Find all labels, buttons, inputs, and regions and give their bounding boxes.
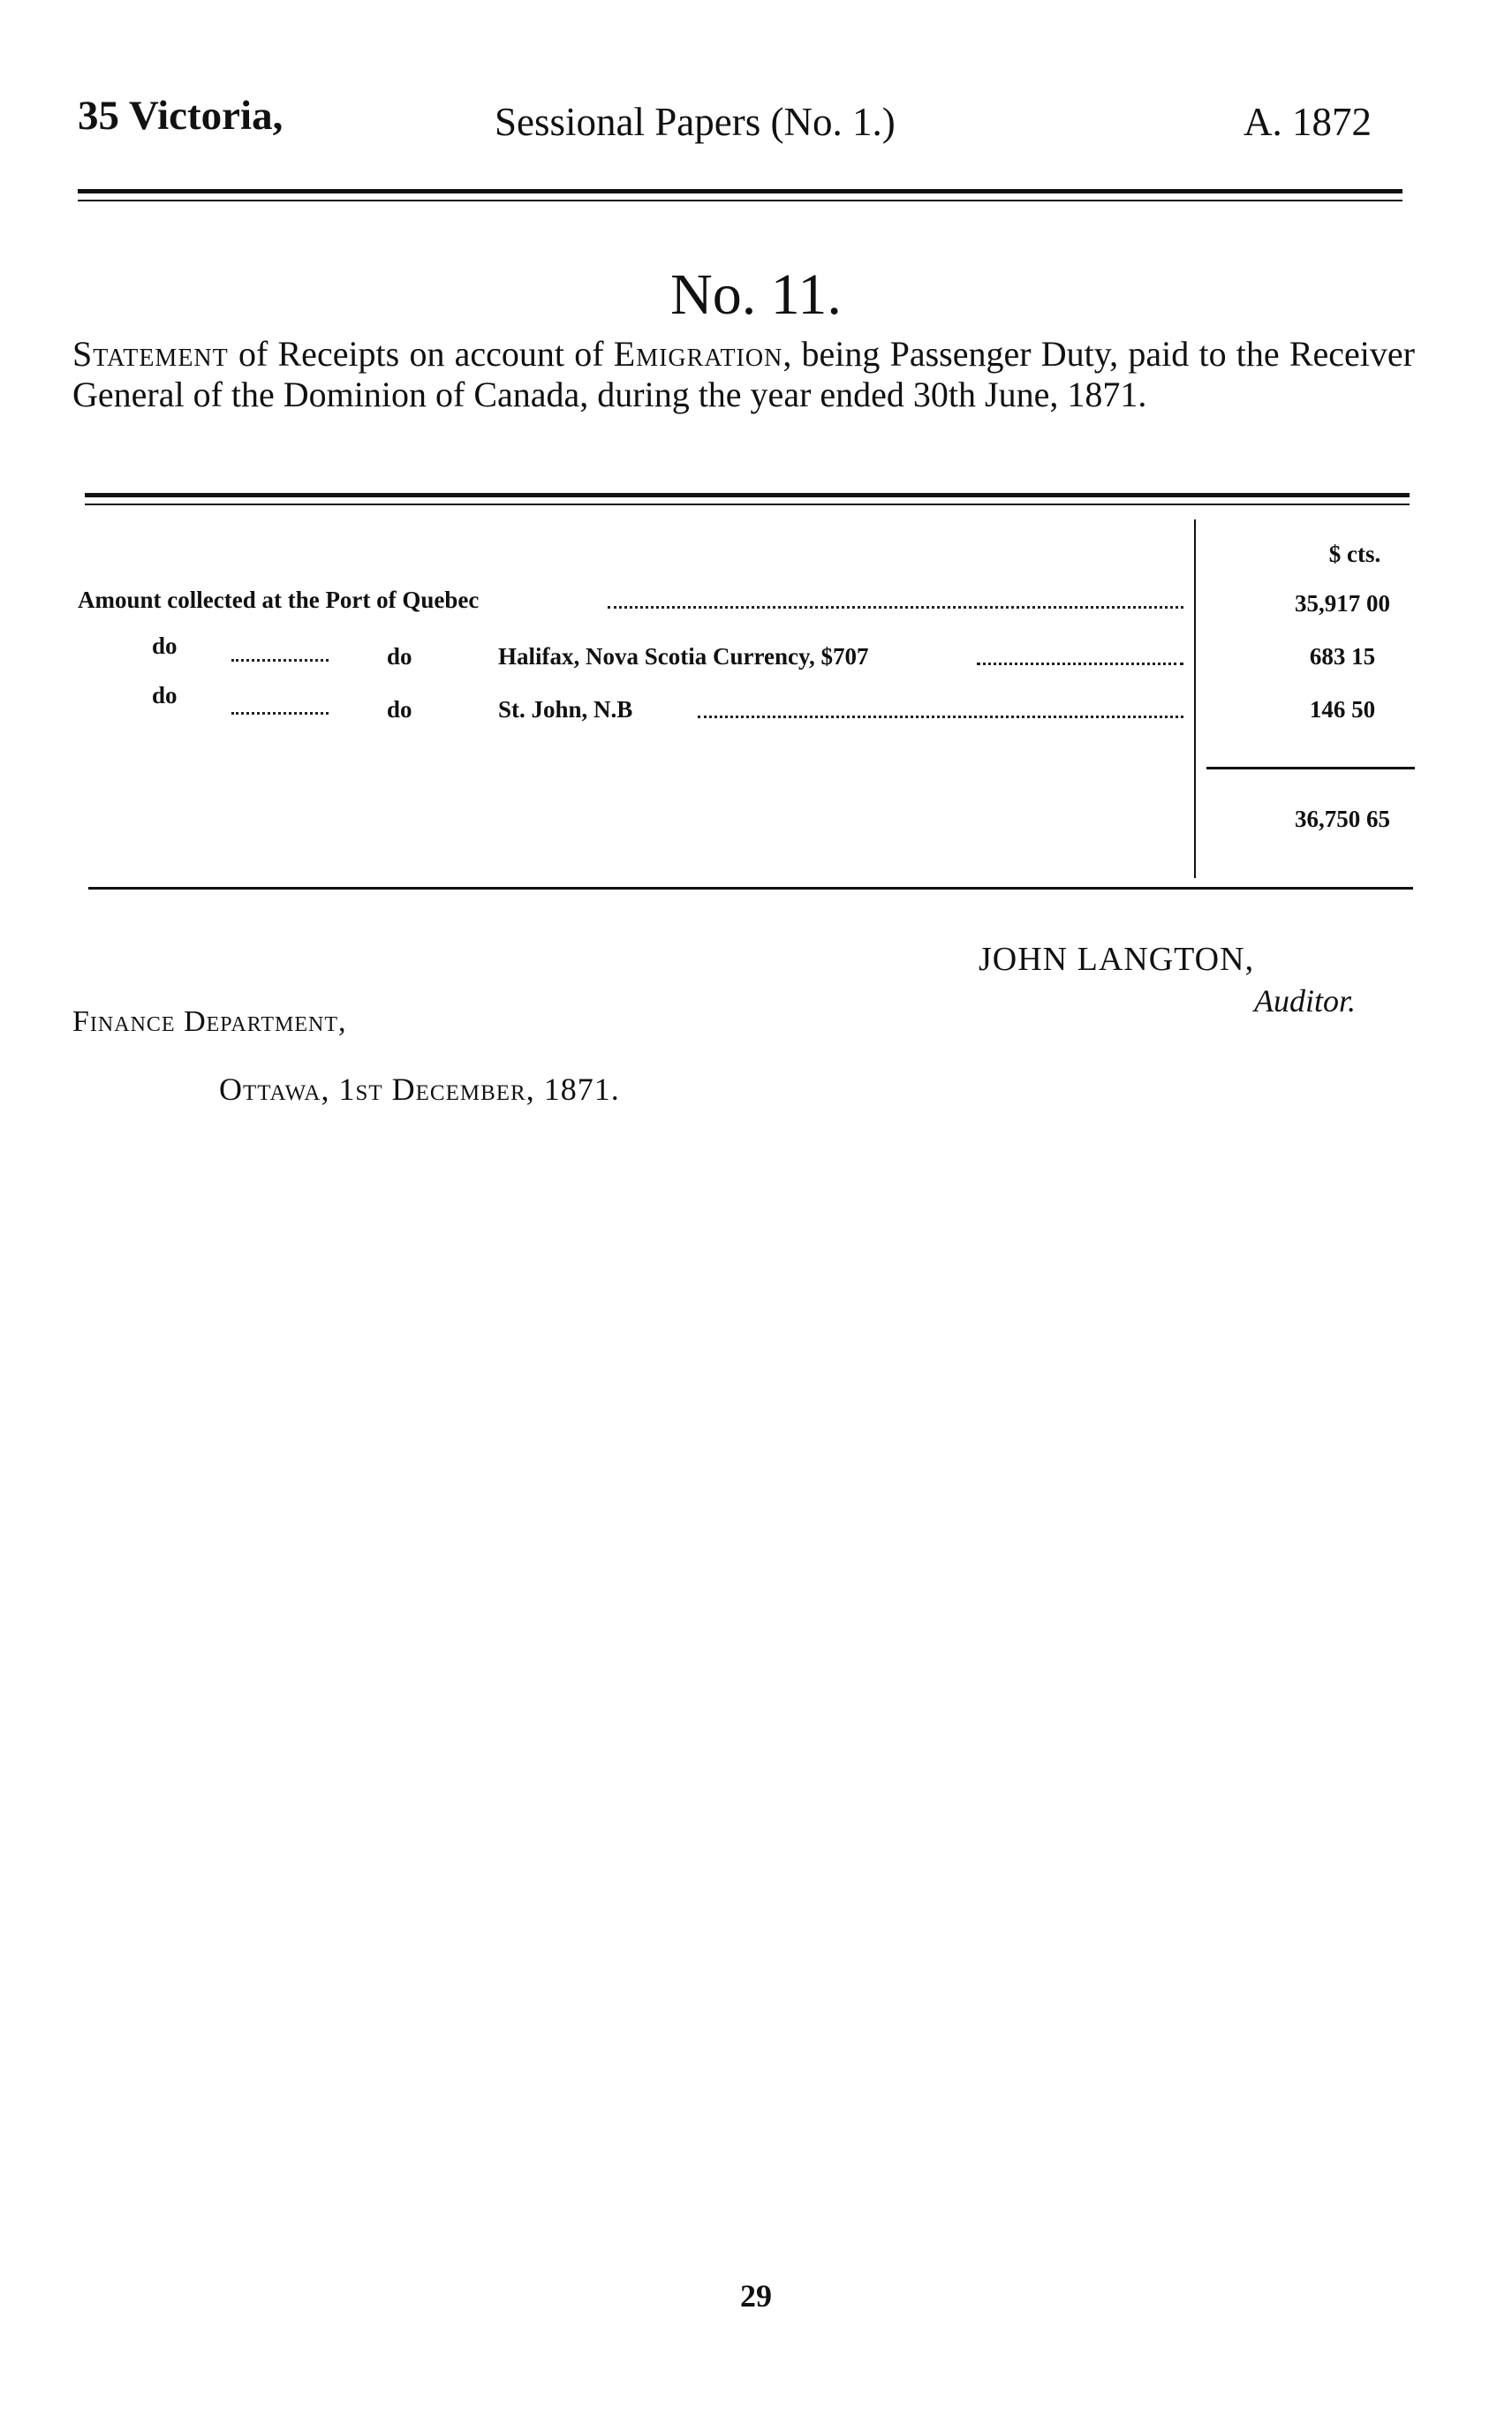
leader-dots [608, 606, 1183, 609]
table-bottom-rule [88, 887, 1413, 890]
table-row-quebec [78, 587, 479, 614]
leader-dots [698, 716, 1183, 718]
leader-dots [231, 712, 329, 715]
statement-emphasis: Emigration [613, 334, 783, 374]
table-column-divider [1194, 519, 1196, 878]
row-quebec-amount: 35,917 00 [1295, 590, 1390, 617]
header-rule-thick [78, 189, 1402, 193]
row-halifax-amount: 683 15 [1309, 643, 1376, 670]
header-center: Sessional Papers (No. 1.) [495, 100, 896, 144]
sign-off-department: Finance Department, [72, 1005, 347, 1038]
signer-title: Auditor. [1254, 983, 1357, 1019]
sign-off-place-date: Ottawa, 1st December, 1871. [219, 1072, 620, 1107]
row-halifax-ditto-1: do [152, 633, 178, 659]
row-halifax-place: Halifax, Nova Scotia Currency, $707 [498, 643, 869, 670]
header-left: 35 Victoria, [78, 93, 284, 139]
row-stjohn-amount: 146 50 [1309, 696, 1376, 723]
page-number: 29 [740, 2278, 772, 2314]
statement-rule-thick [85, 493, 1410, 497]
total-amount: 36,750 65 [1295, 806, 1390, 832]
row-stjohn-ditto-1: do [152, 682, 178, 708]
leader-dots [231, 659, 329, 662]
statement-paragraph [72, 334, 1415, 415]
statement-prefix: Statement [72, 334, 229, 374]
row-halifax-ditto-2: do [387, 643, 412, 670]
leader-dots [977, 663, 1183, 665]
statement-rule-thin [85, 504, 1410, 505]
signer-name: JOHN LANGTON, [979, 941, 1255, 978]
total-rule [1206, 767, 1415, 769]
header-rule-thin [78, 200, 1402, 201]
statement-text-2: , being Passenger Duty, paid to the Receiver General of the Dominion of Canada, during the year ended 30th June, 1871. [72, 334, 1415, 414]
row-stjohn-ditto-2: do [387, 696, 412, 723]
row-quebec-label: Amount collected at the Port of Quebec [78, 587, 480, 613]
statement-text-1: of Receipts on account of [228, 334, 614, 374]
row-stjohn-place: St. John, N.B [498, 696, 633, 723]
document-number: No. 11. [670, 262, 842, 327]
header-right: A. 1872 [1244, 100, 1372, 144]
currency-header: $ cts. [1328, 541, 1381, 567]
